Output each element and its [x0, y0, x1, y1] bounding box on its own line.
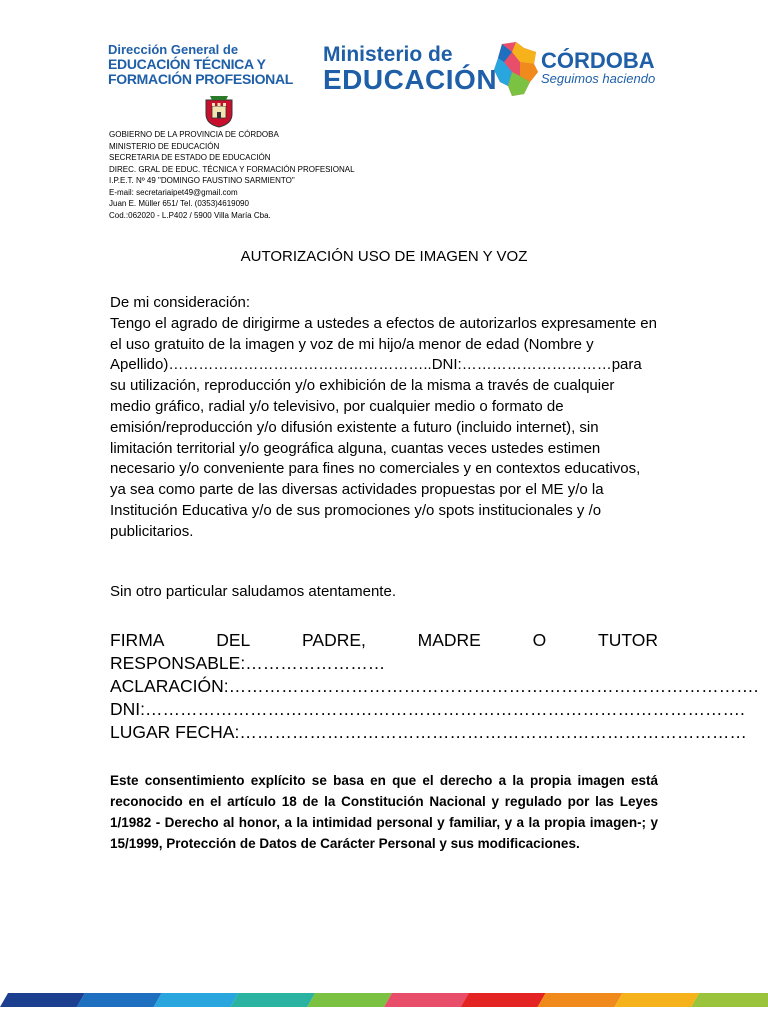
signature-word: PADRE, — [302, 630, 366, 650]
aclaracion-line: ACLARACIÓN:………………………………………………………………………………. — [110, 676, 759, 696]
ministerio-logo-line2: EDUCACIÓN — [323, 64, 498, 95]
dget-logo-line3: FORMACIÓN PROFESIONAL — [108, 71, 294, 87]
document-title: AUTORIZACIÓN USO DE IMAGEN Y VOZ — [240, 248, 528, 265]
dget-logo-line1: Dirección General de — [108, 42, 239, 57]
stripe-segment — [614, 993, 699, 1007]
stripe-segment — [691, 993, 768, 1007]
stripe-segment — [538, 993, 623, 1007]
signature-heading — [110, 629, 658, 652]
institution-line: I.P.E.T. Nº 49 "DOMINGO FAUSTINO SARMIENTO" — [109, 176, 295, 185]
stripe-segment — [230, 993, 315, 1007]
cordoba-logo — [541, 50, 655, 86]
cordoba-logo-name: CÓRDOBA — [541, 48, 655, 73]
institution-line: DIREC. GRAL DE EDUC. TÉCNICA Y FORMACIÓN PROFESIONAL — [109, 164, 355, 174]
responsable-line: RESPONSABLE:…………………… — [110, 653, 386, 673]
ministerio-logo — [323, 44, 497, 94]
stripe-segment — [154, 993, 239, 1007]
cordoba-logo-tagline: Seguimos haciendo — [541, 71, 656, 86]
stripe-segment — [384, 993, 469, 1007]
authorization-paragraph: Tengo el agrado de dirigirme a ustedes a efectos de autorizarlos expresamente en el uso gratuito de la imagen y voz de mi hijo/a menor de edad (Nombre y Apellido)……………………………………………..DNI:…………………………para su utilización, reproducción y/o exhibición de la misma a través de cualquier medio gráfico, radial y/o televisivo, por cualquier medio o formato de emisión/reproducción y/o difusión existente a futuro (incluido internet), sin limitación territorial y/o geográfica alguna, cuantas veces ustedes estimen necesario y/o conveniente para fines no comerciales y en contextos educativos, ya sea como parte de las diversas actividades propuestas por el ME y/o la Institución Educativa y/o de sus promociones y/o spots institucionales y /o publicitarios. — [110, 314, 657, 540]
legal-note: Este consentimiento explícito se basa en que el derecho a la propia imagen está reconocido en el artículo 18 de la Constitución Nacional y regulado por las Leyes 1/1982 - Derecho al honor, a la intimidad personal y familiar, y a la propia imagen-; y 15/1999, Protección de Datos de Carácter Personal y sus modificaciones. — [110, 773, 658, 851]
greeting: De mi consideración: — [110, 294, 251, 311]
document-body — [110, 293, 658, 543]
signature-word: TUTOR — [598, 630, 658, 650]
signature-word: O — [532, 630, 547, 650]
institution-code: Cod.:062020 - L.P402 / 5900 Villa María Cba. — [109, 210, 271, 220]
stripe-segment — [461, 993, 546, 1007]
ministerio-logo-line1: Ministerio de — [323, 43, 453, 66]
signature-word: FIRMA — [110, 630, 165, 650]
footer-color-stripe — [0, 993, 768, 1007]
signature-word: MADRE — [417, 630, 481, 650]
institution-email: E-mail: secretariaipet49@gmail.com — [109, 187, 238, 197]
signature-word: DEL — [216, 630, 251, 650]
institution-line: GOBIERNO DE LA PROVINCIA DE CÓRDOBA — [109, 130, 279, 139]
stripe-segment — [0, 993, 85, 1007]
coat-of-arms-icon — [202, 94, 236, 128]
signature-block — [110, 629, 759, 744]
stripe-segment — [77, 993, 162, 1007]
institution-line: SECRETARIA DE ESTADO DE EDUCACIÓN — [109, 153, 271, 162]
stripe-segment — [307, 993, 392, 1007]
cordoba-map-icon — [494, 42, 538, 96]
institution-info — [109, 129, 355, 221]
lugar-fecha-line: LUGAR FECHA:…………………………………………………………………………… — [110, 722, 747, 742]
dni-line: DNI:…………………………………………………………………………………………. — [110, 699, 745, 719]
dget-logo-line2: EDUCACIÓN TÉCNICA Y — [108, 56, 266, 72]
institution-line: MINISTERIO DE EDUCACIÓN — [109, 141, 220, 151]
institution-address: Juan E. Müller 651/ Tel. (0353)4619090 — [109, 199, 249, 208]
closing-line: Sin otro particular saludamos atentamente. — [110, 583, 396, 600]
dget-logo — [108, 42, 293, 87]
